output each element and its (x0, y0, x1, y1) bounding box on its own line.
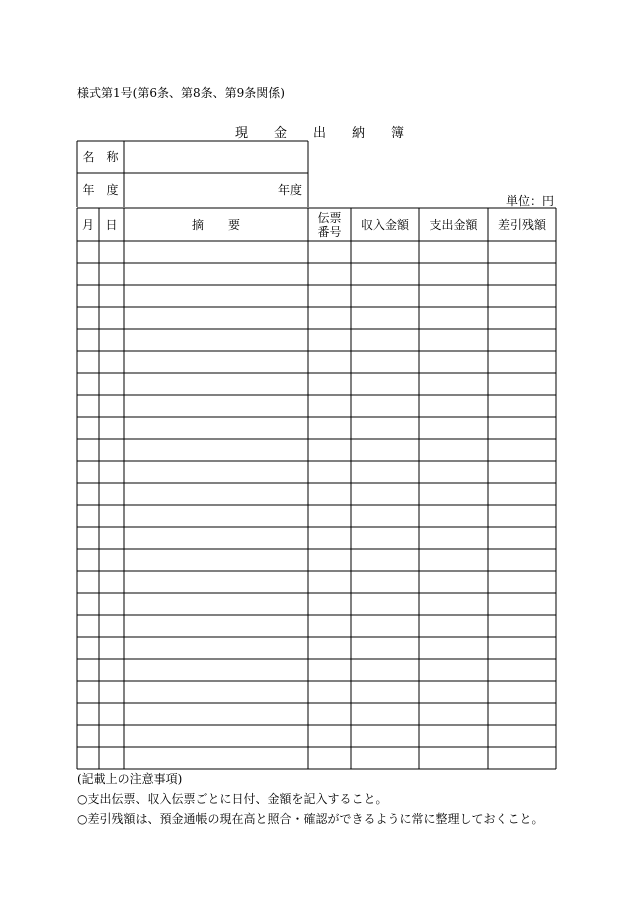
note-item-2: ○差引残額は、預金通帳の現在高と照合・確認ができるように常に整理しておくこと。 (77, 812, 544, 826)
year-label: 年 度 (82, 183, 119, 197)
unit-label: 単位：円 (506, 194, 555, 208)
col-slip-line2: 番号 (317, 224, 342, 239)
col-slip-line1: 伝票 (317, 210, 342, 225)
col-day: 日 (105, 217, 118, 232)
ledger-title: 現金出納簿 (235, 126, 431, 141)
year-suffix: 年度 (277, 183, 302, 197)
year-field[interactable] (124, 173, 308, 207)
col-description: 摘 要 (191, 217, 240, 232)
note-item-1: ○支出伝票、収入伝票ごとに日付、金額を記入すること。 (77, 792, 388, 806)
notes-heading: (記載上の注意事項) (77, 772, 183, 786)
col-balance: 差引残額 (497, 217, 546, 232)
form-number: 様式第1号(第6条、第8条、第9条関係) (77, 86, 285, 100)
col-month: 月 (81, 217, 94, 232)
name-label: 名 称 (82, 150, 119, 164)
col-expense: 支出金額 (429, 217, 478, 232)
col-income: 収入金額 (360, 217, 409, 232)
name-field[interactable] (124, 141, 308, 173)
col-slip-number (308, 208, 351, 241)
